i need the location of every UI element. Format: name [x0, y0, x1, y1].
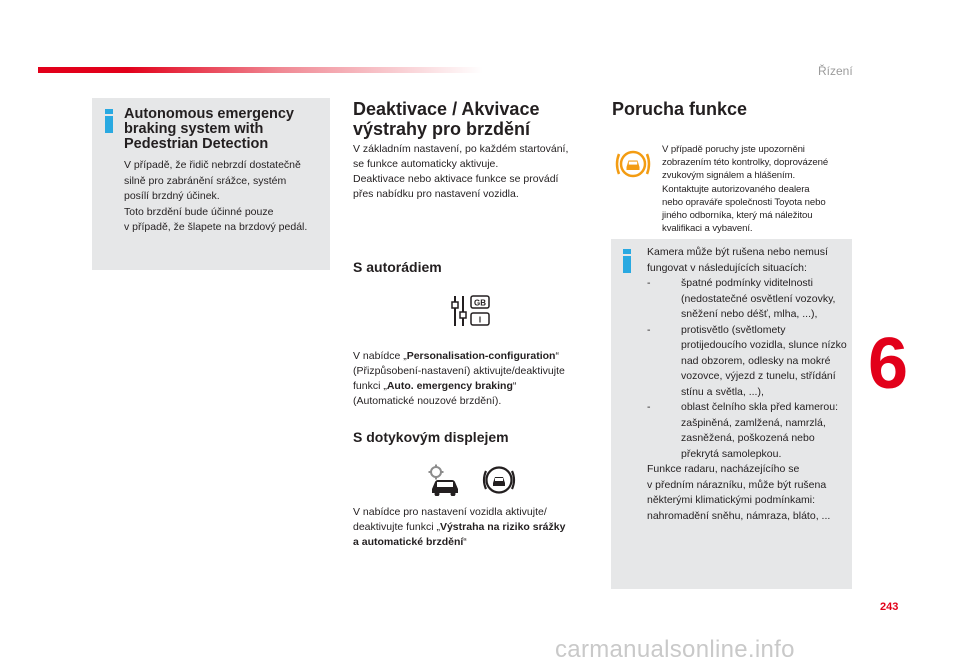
- touchscreen-heading: S dotykovým displejem: [353, 429, 509, 445]
- text-line: se funkce automaticky aktivuje.: [353, 158, 499, 170]
- text-line: V případě poruchy jste upozorněni: [662, 144, 805, 155]
- section-header: Řízení: [818, 64, 853, 78]
- text-line: jiného odborníka, který má náležitou: [662, 210, 813, 222]
- list-item: - špatné podmínky viditelnosti (nedostatečné osvětlení vozovky, sněžení nebo déšť, mlha, ...),: [647, 276, 847, 323]
- info-box-title: Autonomous emergency braking system with Pedestrian Detection: [124, 106, 294, 152]
- text-line: posílí brzdný účinek.: [124, 190, 220, 202]
- text-line: nebo opravářе společnosti Toyota nebo: [662, 196, 826, 208]
- text-line: zasněžená, poškozená nebo: [681, 432, 815, 444]
- text-line: zobrazením této kontrolky, doprovázené: [662, 157, 829, 169]
- chapter-number: 6: [868, 324, 909, 404]
- text-line: silně pro zabránění srážce, systém: [124, 174, 287, 187]
- text-line: deaktivujte funkci „Výstraha na riziko srážky: [353, 521, 566, 533]
- info-icon: [620, 249, 634, 273]
- text-line: špatné podmínky viditelnosti: [681, 277, 813, 289]
- text-line: a automatické brzdění“: [353, 536, 467, 548]
- text-line: V případě, že řidič nebrzdí dostatečně: [124, 159, 301, 171]
- text-line: stínu a světla, ...),: [681, 385, 764, 398]
- text-line: vozovce, výjezd z tunelu, střídání: [681, 370, 836, 382]
- text-line: (nedostatečné osvětlení vozovky,: [681, 292, 836, 305]
- svg-text:I: I: [478, 315, 482, 325]
- text-line: Kontaktujte autorizovaného dealera: [662, 183, 810, 195]
- text-line: (Automatické nouzové brzdění).: [353, 395, 502, 407]
- text-line: nahromadění sněhu, námraza, bláto, ...: [647, 509, 831, 522]
- svg-text:GB: GB: [474, 298, 486, 308]
- info-box-camera: [611, 239, 852, 589]
- info-icon: [102, 109, 116, 133]
- text-line: (Přizpůsobení-nastavení) aktivujte/deaktivujte: [353, 365, 565, 377]
- text-line: protisvětlo (světlomety: [681, 323, 786, 336]
- text-line: překrytá samolepkou.: [681, 447, 782, 460]
- text-line: v předním nárazníku, může být rušena: [647, 478, 827, 491]
- info-box-body: [124, 158, 330, 236]
- text-line: Toto brzdění bude účinné pouze: [124, 205, 274, 218]
- text-line: Deaktivace nebo aktivace funkce se provádí: [353, 173, 559, 185]
- text-line: protijedoucího vozidla, slunce nízko: [681, 339, 847, 351]
- text-line: nad obzorem, odlesky na mokré: [681, 354, 831, 367]
- warning-light-icon: [613, 148, 653, 180]
- text-line: fungovat v následujících situacích:: [647, 261, 807, 274]
- text-line: zašpiněná, zamlžená, namrzlá,: [681, 416, 826, 429]
- text-line: v případě, že šlapete na brzdový pedál.: [124, 221, 308, 233]
- text-line: Funkce radaru, nacházejícího se: [647, 463, 800, 475]
- text-line: sněžení nebo déšť, mlha, ...),: [681, 308, 818, 320]
- deactivation-title: Deaktivace / Akvivace výstrahy pro brzdění: [353, 99, 540, 139]
- settings-sliders-icon: [451, 294, 491, 328]
- malfunction-title: Porucha funkce: [612, 99, 748, 119]
- info-box-aeb: [92, 98, 330, 270]
- header-accent-bar: [38, 67, 483, 73]
- camera-info-content: [647, 245, 847, 524]
- text-line: Kamera může být rušena nebo nemusí: [647, 246, 828, 258]
- text-line: V nabídce pro nastavení vozidla aktivujte/: [353, 506, 547, 518]
- deactivation-intro: [353, 142, 593, 202]
- watermark: carmanualsonline.info: [555, 636, 795, 663]
- touchscreen-instructions: [353, 505, 598, 550]
- text-line: přes nabídku pro nastavení vozidla.: [353, 188, 519, 200]
- radio-heading: S autorádiem: [353, 259, 442, 275]
- malfunction-text: [662, 143, 856, 235]
- text-line: některými klimatickými podmínkami:: [647, 494, 816, 506]
- text-line: oblast čelního skla před kamerou:: [681, 401, 839, 413]
- text-line: V nabídce „Personalisation-configuration“: [353, 350, 559, 362]
- list-item: - protisvětlo (světlomety protijedoucího vozidla, slunce nízko nad obzorem, odlesky na mokré vozovce, výjezd z tunelu, střídání stínu a světla, ...),: [647, 323, 847, 401]
- list-item: - oblast čelního skla před kamerou: zašpiněná, zamlžená, namrzlá, zasněžená, poškozená nebo překrytá samolepkou.: [647, 400, 847, 462]
- radio-instructions: [353, 349, 598, 409]
- text-line: V základním nastavení, po každém startování,: [353, 143, 569, 155]
- vehicle-settings-icon: [426, 464, 462, 496]
- text-line: zvukovým signálem a hlášením.: [662, 170, 796, 182]
- collision-alert-icon: [482, 465, 516, 495]
- text-line: kvalifikaci a vybavení.: [662, 223, 753, 235]
- text-line: funkci „Auto. emergency braking“: [353, 380, 517, 392]
- page-number: 243: [880, 601, 899, 613]
